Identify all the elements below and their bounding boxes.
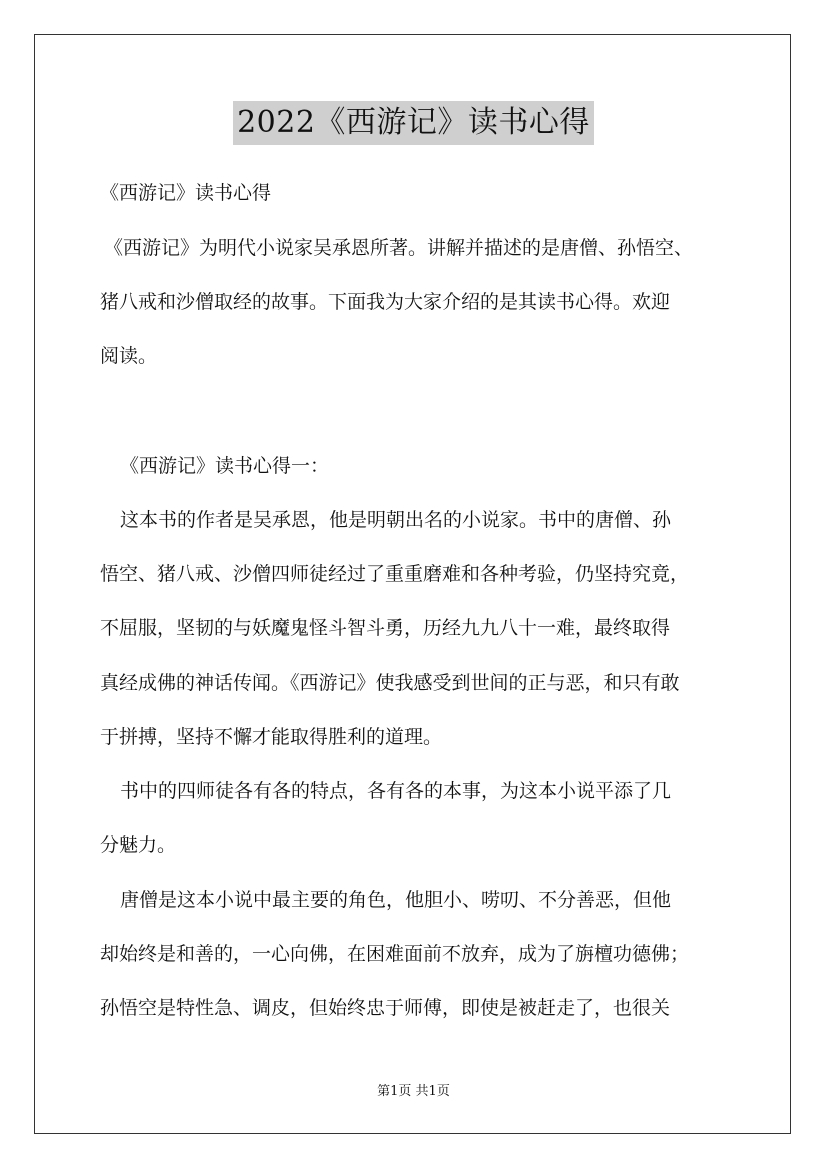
document-title: 2022《西游记》读书心得 (233, 101, 594, 145)
text-line-12: 唐僧是这本小说中最主要的角色，他胆小、唠叨、不分善恶，但他 (120, 889, 672, 911)
page-footer: 第1页 共1页 (377, 1084, 450, 1099)
text-line-10: 书中的四师徒各有各的特点，各有各的本事，为这本小说平添了几 (120, 780, 672, 802)
text-line-13: 却始终是和善的，一心向佛，在困难面前不放弃，成为了旃檀功德佛； (100, 943, 690, 965)
text-line-9: 于拼搏，坚持不懈才能取得胜利的道理。 (100, 726, 443, 748)
section-heading: 《西游记》读书心得一： (120, 455, 330, 477)
document-subtitle: 《西游记》读书心得 (100, 182, 272, 204)
text-line-6: 悟空、猪八戒、沙僧四师徒经过了重重磨难和各种考验，仍坚持究竟， (100, 563, 690, 585)
text-line-14: 孙悟空是特性急、调皮，但始终忠于师傅，即使是被赶走了，也很关 (100, 997, 671, 1019)
text-line-3: 阅读。 (100, 345, 158, 367)
text-line-8: 真经成佛的神话传闻。《西游记》使我感受到世间的正与恶，和只有敢 (100, 672, 680, 694)
text-line-5: 这本书的作者是吴承恩，他是明朝出名的小说家。书中的唐僧、孙 (120, 509, 672, 531)
text-line-1: 《西游记》为明代小说家吴承恩所著。讲解并描述的是唐僧、孙悟空、 (104, 237, 694, 259)
title-container (0, 101, 827, 145)
text-line-2: 猪八戒和沙僧取经的故事。下面我为大家介绍的是其读书心得。欢迎 (100, 291, 671, 313)
text-line-7: 不屈服，坚韧的与妖魔鬼怪斗智斗勇，历经九九八十一难，最终取得 (100, 617, 671, 639)
text-line-11: 分魅力。 (100, 834, 177, 856)
